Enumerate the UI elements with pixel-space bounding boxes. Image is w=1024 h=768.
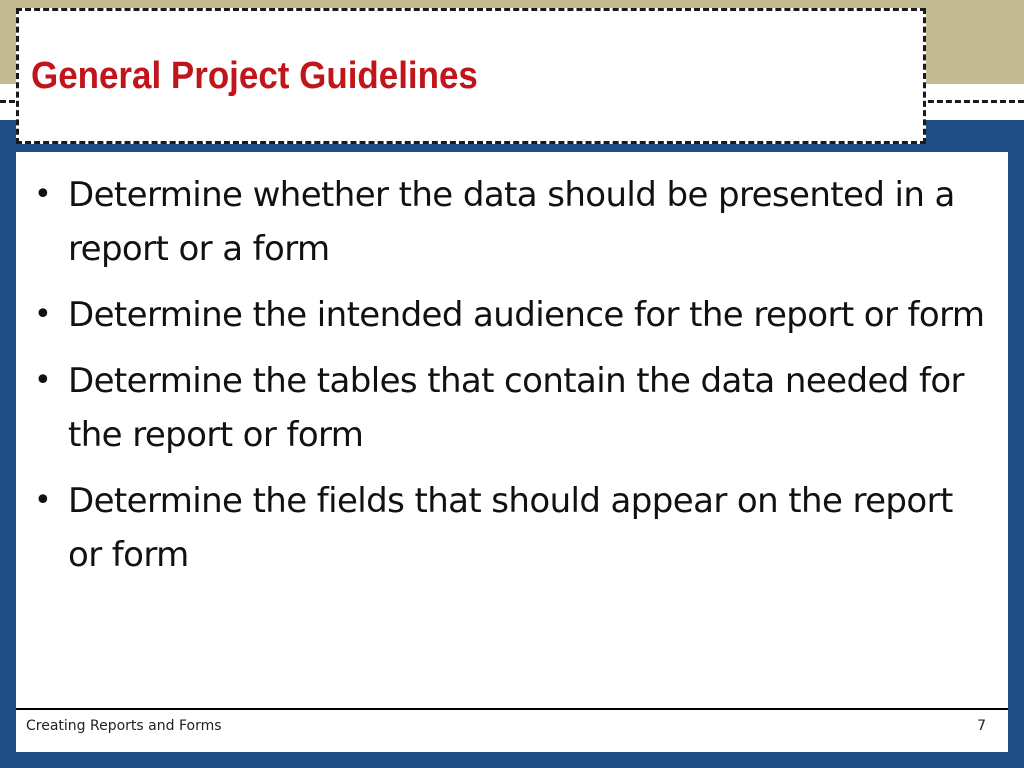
- bullet-item: [28, 474, 988, 582]
- bullet-list: [28, 168, 988, 594]
- bullet-item: [28, 168, 988, 276]
- slide-title: General Project Guidelines: [31, 55, 478, 97]
- bullet-text: Determine the tables that contain the data needed for the report or form: [68, 361, 964, 455]
- bullet-marker: •: [34, 297, 52, 332]
- page-number: 7: [977, 718, 986, 734]
- bullet-marker: •: [34, 483, 52, 518]
- bullet-item: [28, 354, 988, 462]
- title-box: [16, 8, 926, 144]
- bullet-marker: •: [34, 177, 52, 212]
- content-panel: [16, 152, 1008, 708]
- bullet-text: Determine the intended audience for the report or form: [68, 295, 985, 335]
- bullet-item: [28, 288, 988, 342]
- footer-text: Creating Reports and Forms: [26, 718, 222, 734]
- bullet-text: Determine whether the data should be presented in a report or a form: [68, 175, 955, 269]
- bullet-text: Determine the fields that should appear on the report or form: [68, 481, 953, 575]
- footer-bar: [16, 708, 1008, 752]
- bullet-marker: •: [34, 363, 52, 398]
